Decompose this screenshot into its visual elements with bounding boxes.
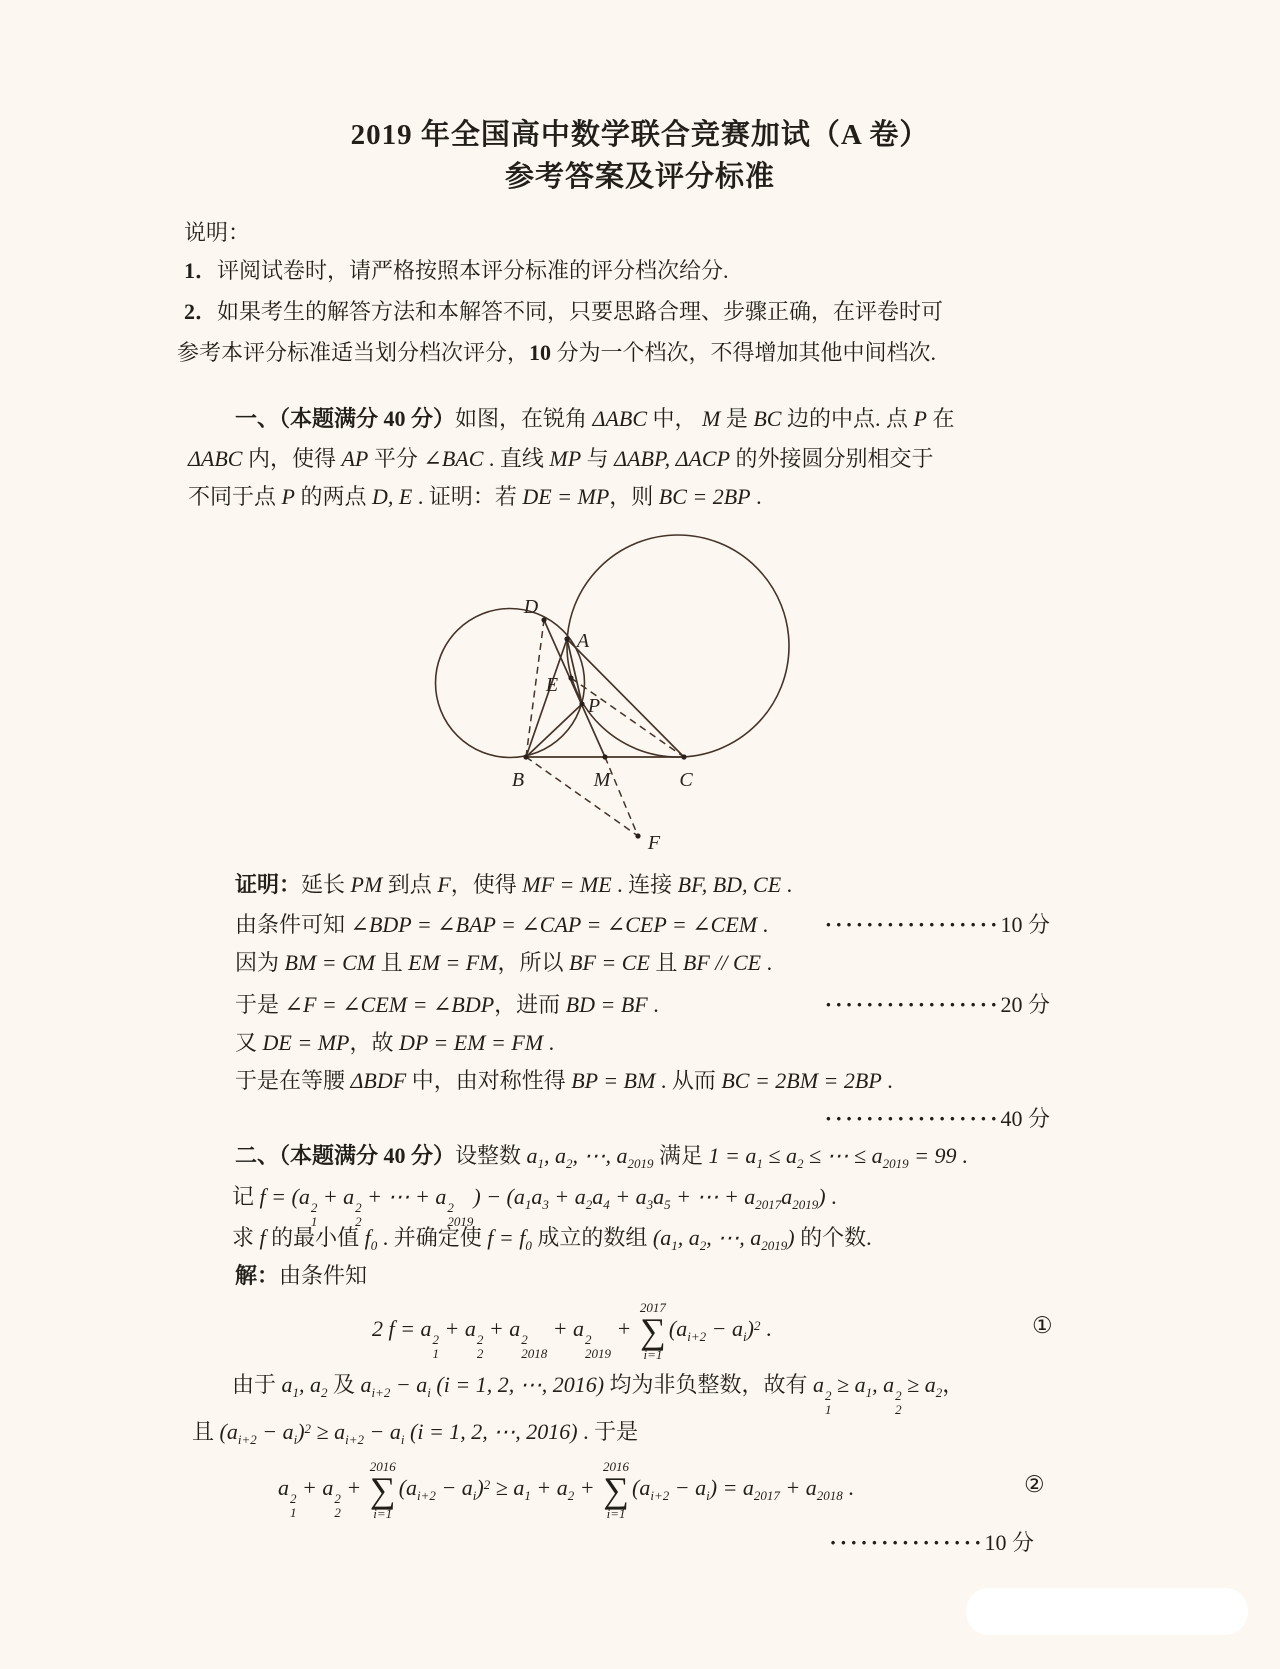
problem2-line-3: 求 f 的最小值 $f_0$ . 并确定使 $f = f_0$ 成立的数组 ($a_1$, $a_2$, ⋯, $a_{2019}$) 的个数. xyxy=(232,1225,872,1253)
point-label-D: D xyxy=(523,596,539,618)
point-C xyxy=(681,754,686,759)
proof-line-2: 由条件可知 ∠BDP = ∠BAP = ∠CAP = ∠CEP = ∠CEM . xyxy=(235,912,769,937)
score-40: ·················40 分 xyxy=(824,1106,1050,1131)
score-10-problem2: ···············10 分 xyxy=(829,1530,1034,1555)
problem1-line-3: 不同于点 P 的两点 D, E . 证明：若 DE = MP，则 BC = 2BP . xyxy=(188,484,762,509)
point-label-M: M xyxy=(593,769,611,791)
point-E xyxy=(568,675,573,680)
point-label-P: P xyxy=(587,695,601,717)
problem2-line-6: 且 $(a_{i+2} - a_i)^2 \ge a_{i+2} - a_i$ (i = 1, 2, ⋯, 2016) . 于是 xyxy=(192,1419,639,1447)
doc-title-line1: 2019 年全国高中数学联合竞赛加试（A 卷） xyxy=(350,119,930,151)
point-B xyxy=(523,754,528,759)
proof-line-6: 于是在等腰 ΔBDF 中，由对称性得 BP = BM . 从而 BC = 2BM = 2BP . xyxy=(235,1068,893,1093)
watermark-patch xyxy=(966,1588,1248,1635)
point-P xyxy=(579,701,584,706)
problem1-line-2: ΔABC 内，使得 AP 平分 ∠BAC . 直线 MP 与 ΔABP, ΔACP 的外接圆分别相交于 xyxy=(188,446,934,471)
equation-1-tag: ① xyxy=(1032,1313,1053,1338)
point-label-B: B xyxy=(511,769,525,791)
problem1-line-1: 一、（本题满分 40 分）如图，在锐角 ΔABC 中， M 是 BC 边的中点. 点 P 在 xyxy=(235,406,955,431)
notes-label: 说明： xyxy=(184,220,251,245)
point-M xyxy=(602,754,607,759)
notes-item-2: 2．如果考生的解答方法和本解答不同，只要思路合理、步骤正确，在评卷时可 xyxy=(184,299,944,324)
equation-1 xyxy=(0,1294,1280,1363)
proof-line-3: 因为 BM = CM 且 EM = FM，所以 BF = CE 且 BF // CE . xyxy=(235,950,773,975)
doc-title-line2: 参考答案及评分标准 xyxy=(504,161,775,193)
point-label-E: E xyxy=(545,674,559,696)
equation-2 xyxy=(0,1453,1280,1522)
point-label-A: A xyxy=(576,630,590,652)
notes-item-1: 1．评阅试卷时，请严格按照本评分标准的评分档次给分. xyxy=(184,258,729,283)
point-F xyxy=(635,833,640,838)
circumcircle-ACP xyxy=(567,535,789,757)
point-D xyxy=(541,617,546,622)
proof-line-5: 又 DE = MP，故 DP = EM = FM . xyxy=(235,1030,555,1055)
point-A xyxy=(564,636,569,641)
problem2-line-5: 由于 $a_1$, $a_2$ 及 $a_{i+2} - a_i$ (i = 1, 2, ⋯, 2016) 均为非负整数，故有 a 2 1 ≥ $a_1$, a 2 2 ≥ $a_2$， xyxy=(232,1372,965,1417)
equation-1-body: 2 f = a 2 1 + a 2 2 + a 2 2018 + a 2 2019 + 2017 ∑ i=1 $(a_{i+2} - a_i)^2$ . xyxy=(372,1299,772,1363)
geometry-diagram xyxy=(400,500,820,865)
equation-2-body: a 2 1 + a 2 2 + 2016 ∑ i=1 $(a_{i+2} - a_i)^2 \ge a_1 + a_2$ + 2016 ∑ i=1 $(a_{i+2} - a_i) = a_{2017} + a_{2018}$ . xyxy=(278,1458,854,1522)
dashed-segment-BD xyxy=(526,620,544,757)
point-label-F: F xyxy=(647,832,661,854)
equation-2-tag: ② xyxy=(1024,1472,1045,1497)
proof-line-1: 证明：延长 PM 到点 F，使得 MF = ME . 连接 BF, BD, CE . xyxy=(235,872,793,897)
score-20: ·················20 分 xyxy=(824,992,1050,1017)
segment-AC xyxy=(567,639,684,757)
solution-label-line: 解：由条件知 xyxy=(235,1263,368,1288)
circumcircle-ABP xyxy=(436,609,585,758)
notes-item-2-cont: 参考本评分标准适当划分档次评分，10 分为一个档次，不得增加其他中间档次. xyxy=(177,340,937,365)
score-10: ·················10 分 xyxy=(824,912,1050,937)
point-label-C: C xyxy=(679,769,693,791)
problem2-line-1: 二、（本题满分 40 分）设整数 $a_1$, $a_2$, ⋯, $a_{2019}$ 满足 $1 = a_1 \le a_2$ ≤ ⋯ ≤ $a_{2019} = 99$ . xyxy=(235,1143,968,1171)
proof-line-4: 于是 ∠F = ∠CEM = ∠BDP，进而 BD = BF . xyxy=(235,992,659,1017)
problem2-line-2: 记 f = (a 2 1 + a 2 2 + ⋯ + a 2 2019 ) − ($a_1a_3 + a_2a_4 + a_3a_5$ + ⋯ + $a_{2017}a_{2019}$) . xyxy=(232,1184,837,1229)
